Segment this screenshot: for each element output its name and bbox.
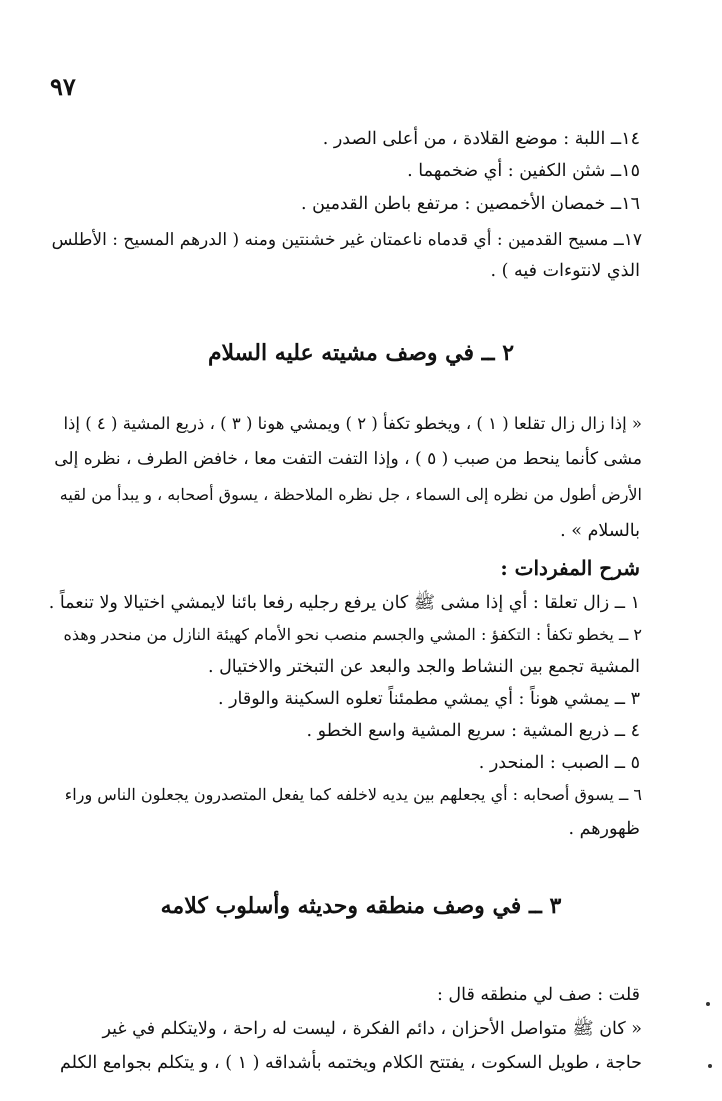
- section-three-title: ٣ ــ في وصف منطقه وحديثه وأسلوب كلامه: [160, 893, 562, 919]
- vocab-line-6: ٦ ــ يسوق أصحابه : أي يجعلهم بين يديه لاخلفه كما يفعل المتصدرون يجعلون الناس وراء: [64, 785, 642, 804]
- glossary-line-17-cont: الذي لانتوءات فيه ) .: [490, 261, 640, 281]
- glossary-line-15: ١٥ــ شثن الكفين : أي ضخمهما .: [407, 161, 640, 181]
- glossary-line-16: ١٦ــ خمصان الأخمصين : مرتفع باطن القدمين .: [300, 194, 640, 214]
- glossary-line-17: ١٧ــ مسيح القدمين : أي قدماه ناعمتان غير خشنتين ومنه ( الدرهم المسيح : الأطلس: [51, 230, 642, 250]
- section-three-line-2: « كان ﷺ متواصل الأحزان ، دائم الفكرة ، ليست له راحة ، ولايتكلم في غير: [102, 1019, 642, 1039]
- quote-line-2: مشى كأنما ينحط من صبب ( ٥ ) ، وإذا التفت التفت معا ، خافض الطرف ، نظره إلى: [54, 449, 642, 469]
- quote-line-3: الأرض أطول من نظره إلى السماء ، جل نظره الملاحظة ، يسوق أصحابه ، و يبدأ من لقيه: [59, 485, 642, 504]
- page-number: ٩٧: [50, 72, 76, 101]
- vocab-line-4: ٤ ــ ذريع المشية : سريع المشية واسع الخطو .: [306, 721, 640, 741]
- scan-speck: [706, 1002, 710, 1006]
- glossary-line-14: ١٤ــ اللبة : موضع القلادة ، من أعلى الصدر .: [322, 129, 640, 149]
- section-three-line-1: قلت : صف لي منطقه قال :: [436, 985, 640, 1005]
- vocab-line-6-cont: ظهورهم .: [568, 819, 640, 839]
- quote-line-4: بالسلام » .: [560, 521, 640, 541]
- vocab-heading: شرح المفردات :: [500, 556, 640, 580]
- scan-speck: [708, 1064, 712, 1068]
- vocab-line-2: ٢ ــ يخطو تكفأ : التكفؤ : المشي والجسم منصب نحو الأمام كهيئة النازل من منحدر وهذه: [63, 625, 642, 644]
- section-three-line-3: حاجة ، طويل السكوت ، يفتتح الكلام ويختمه بأشداقه ( ١ ) ، و يتكلم بجوامع الكلم: [60, 1053, 642, 1073]
- vocab-line-5: ٥ ــ الصبب : المنحدر .: [478, 753, 640, 773]
- section-two-title: ٢ ــ في وصف مشيته عليه السلام: [207, 340, 515, 366]
- vocab-line-3: ٣ ــ يمشي هوناً : أي يمشي مطمئناً تعلوه السكينة والوقار .: [217, 689, 640, 709]
- quote-line-1: « إذا زال زال تقلعا ( ١ ) ، ويخطو تكفأ ( ٢ ) ويمشي هونا ( ٣ ) ، ذريع المشية ( ٤ ) إذا: [63, 414, 642, 433]
- vocab-line-1: ١ ــ زال تعلقا : أي إذا مشى ﷺ كان يرفع رجليه رفعا بائنا لايمشي اختيالا ولا تنعماً .: [48, 593, 640, 613]
- vocab-line-2-cont: المشية تجمع بين النشاط والجد والبعد عن التبختر والاختيال .: [207, 657, 640, 677]
